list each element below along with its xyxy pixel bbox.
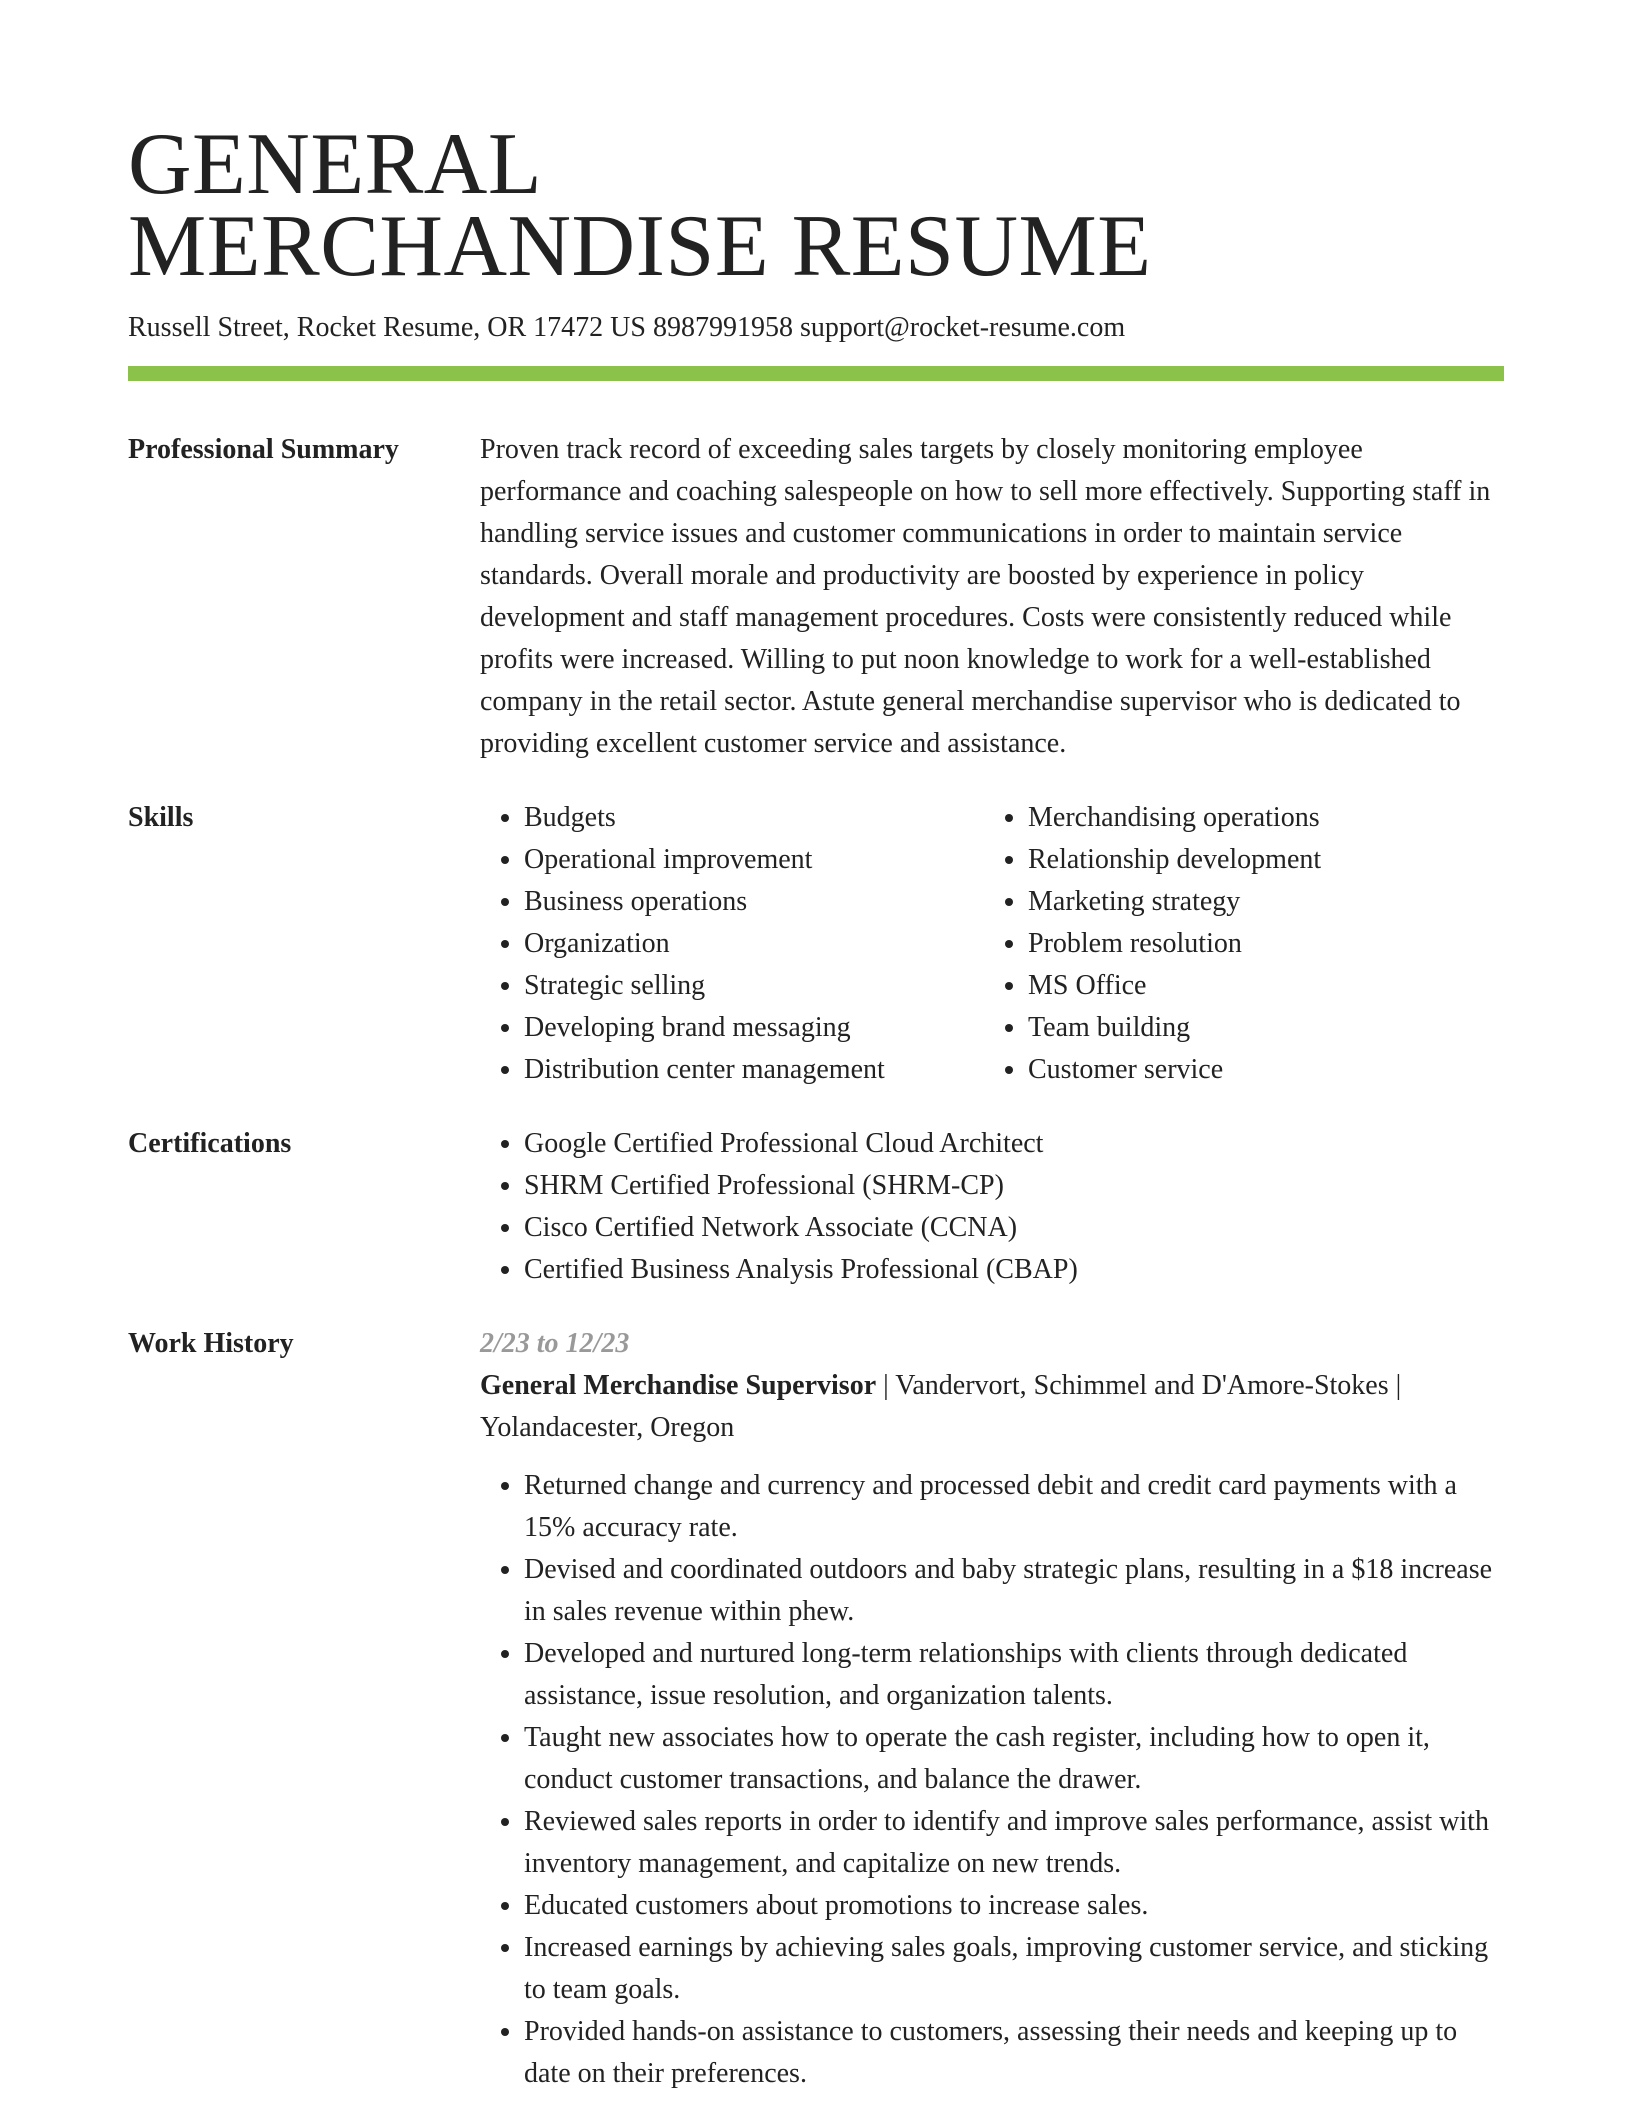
skill-item: • Problem resolution [1028, 923, 1504, 965]
skill-item: • Marketing strategy [1028, 881, 1504, 923]
job-bullet: • Developed and nurtured long-term relationships with clients through dedicated assistance, issue resolution, and organization talents. [524, 1633, 1504, 1717]
skills-list-left [480, 797, 984, 1091]
job-bullet: • Provided hands-on assistance to customers, assessing their needs and keeping up to date on their preferences. [524, 2011, 1504, 2095]
skill-item: • Relationship development [1028, 839, 1504, 881]
job-bullet: • Increased earnings by achieving sales goals, improving customer service, and sticking to team goals. [524, 1927, 1504, 2011]
certifications-list [480, 1123, 1504, 1291]
resume-title [128, 116, 1504, 295]
section-label-work-history: Work History [128, 1328, 294, 1359]
work-history-section [128, 1323, 1504, 2095]
professional-summary-section [128, 429, 1504, 765]
certifications-body [480, 1123, 1504, 1291]
certifications-section [128, 1123, 1504, 1291]
skills-body [480, 797, 1504, 1091]
skill-item: • Business operations [524, 881, 984, 923]
skill-item: • Organization [524, 923, 984, 965]
certification-item: • SHRM Certified Professional (SHRM-CP) [524, 1165, 1504, 1207]
contact-info: Russell Street, Rocket Resume, OR 17472 US 8987991958 support@rocket-resume.com [128, 312, 1126, 343]
work-history-body [480, 1323, 1504, 2095]
skill-item: • Developing brand messaging [524, 1007, 984, 1049]
certification-item: • Google Certified Professional Cloud Architect [524, 1123, 1504, 1165]
skill-item: • Budgets [524, 797, 984, 839]
summary-body [480, 429, 1504, 765]
skills-column-left [480, 797, 984, 1091]
certification-item: • Certified Business Analysis Professional (CBAP) [524, 1249, 1504, 1291]
skills-list-right [984, 797, 1504, 1091]
section-label-certifications: Certifications [128, 1128, 292, 1159]
job-bullet: • Taught new associates how to operate the cash register, including how to open it, conduct customer transactions, and balance the drawer. [524, 1717, 1504, 1801]
section-label-skills: Skills [128, 802, 194, 833]
job-title: General Merchandise Supervisor [480, 1370, 877, 1401]
summary-text: Proven track record of exceeding sales targets by closely monitoring employee performance and coaching salespeople on how to sell more effectively. Supporting staff in handling service issues and customer communications in order to maintain service standards. Overall morale and productivity are boosted by experience in policy development and staff management procedures. Costs were consistently reduced while profits were increased. Willing to put noon knowledge to work for a well-established company in the retail sector. Astute general merchandise supervisor who is dedicated to providing excellent customer service and assistance. [480, 434, 1491, 759]
job-bullet: • Reviewed sales reports in order to identify and improve sales performance, assist with inventory management, and capitalize on new trends. [524, 1801, 1504, 1885]
skill-item: • Strategic selling [524, 965, 984, 1007]
skills-column-right [984, 797, 1504, 1091]
job-dates: 2/23 to 12/23 [480, 1328, 630, 1359]
job-bullet: • Educated customers about promotions to increase sales. [524, 1885, 1504, 1927]
skill-item: • Customer service [1028, 1049, 1504, 1091]
job-bullet: • Devised and coordinated outdoors and baby strategic plans, resulting in a $18 increase in sales revenue within phew. [524, 1549, 1504, 1633]
skill-item: • Merchandising operations [1028, 797, 1504, 839]
skills-section [128, 797, 1504, 1091]
job-responsibilities-list [480, 1465, 1504, 2095]
accent-divider [128, 366, 1504, 381]
skill-item: • MS Office [1028, 965, 1504, 1007]
skill-item: • Operational improvement [524, 839, 984, 881]
skill-item: • Distribution center management [524, 1049, 984, 1091]
certification-item: • Cisco Certified Network Associate (CCNA) [524, 1207, 1504, 1249]
resume-title-line-1: GENERAL [128, 116, 543, 213]
skill-item: • Team building [1028, 1007, 1504, 1049]
resume-title-line-2: MERCHANDISE RESUME [128, 198, 1152, 295]
job-heading [480, 1365, 1504, 1449]
job-company-location: | Vandervort, Schimmel and D'Amore-Stokes | Yolandacester, Oregon [480, 1370, 1402, 1443]
section-label-summary: Professional Summary [128, 434, 399, 465]
job-bullet: • Returned change and currency and processed debit and credit card payments with a 15% accuracy rate. [524, 1465, 1504, 1549]
